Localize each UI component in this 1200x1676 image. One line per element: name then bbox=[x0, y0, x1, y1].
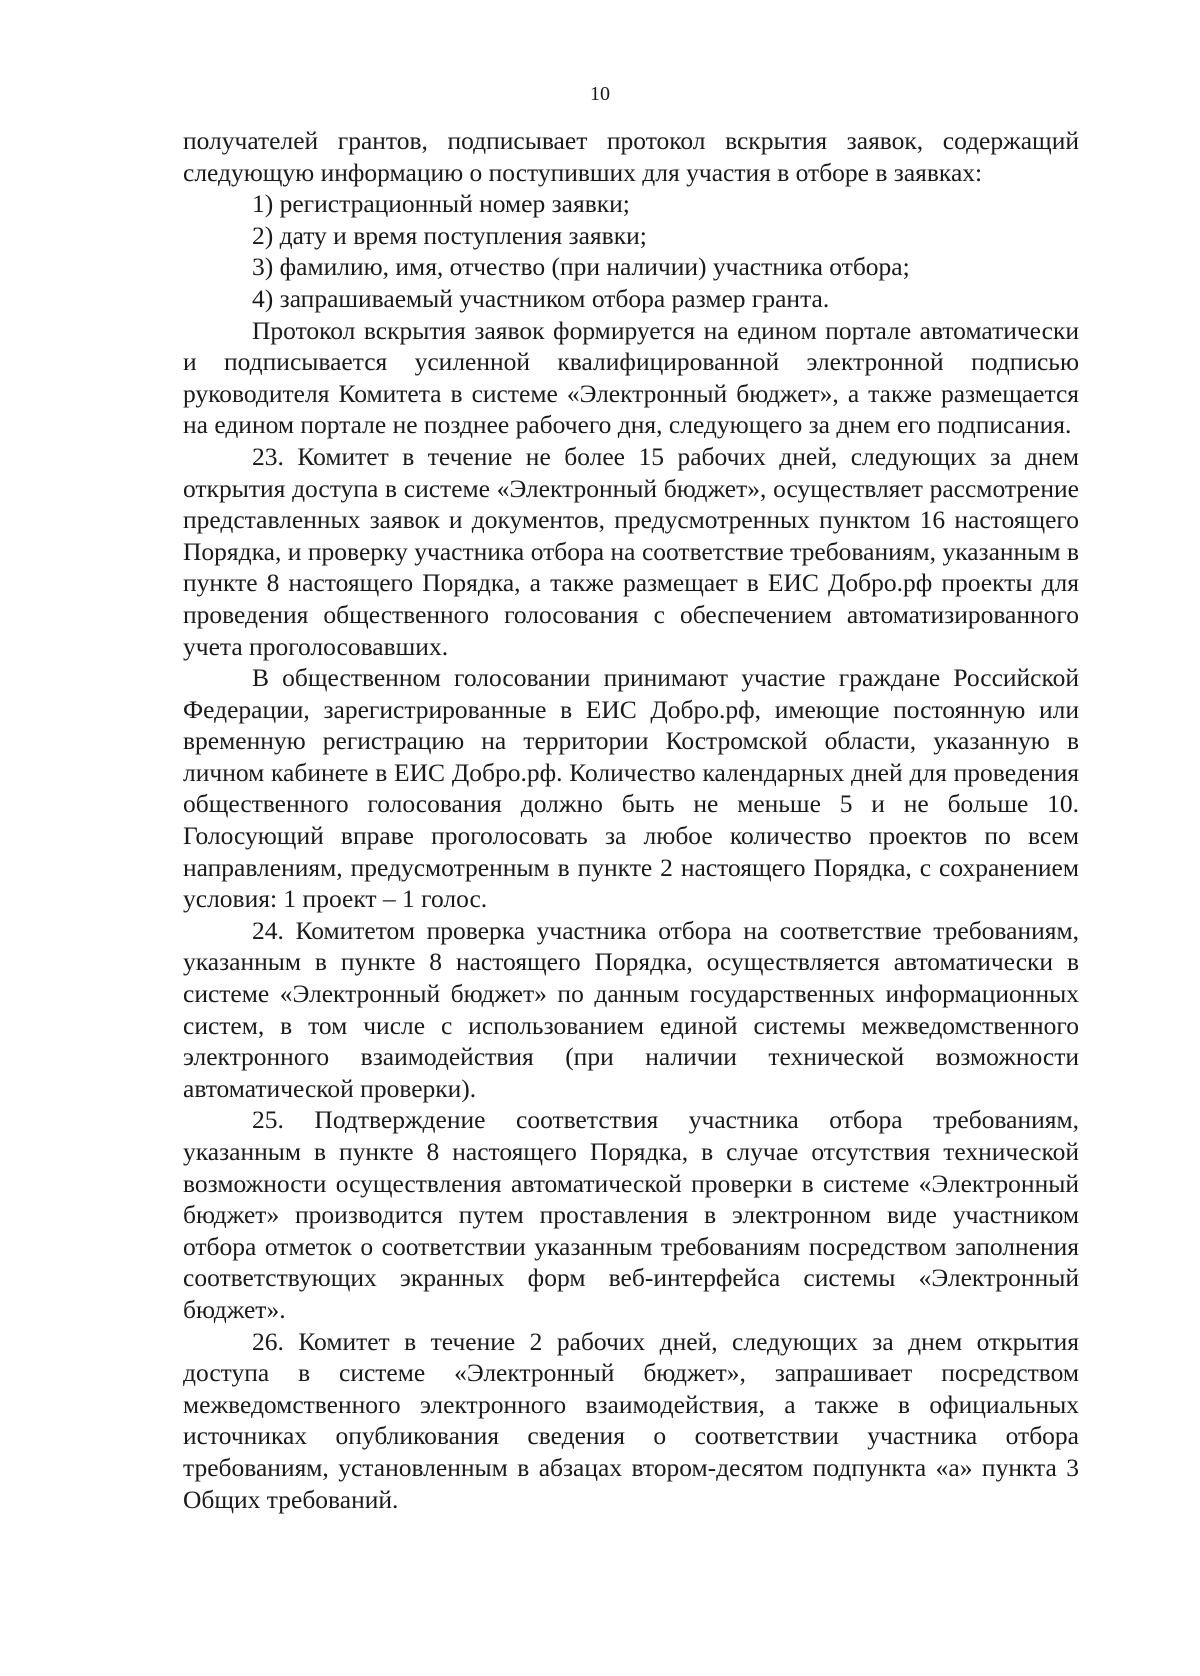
page-number: 10 bbox=[590, 83, 610, 105]
list-item-grant-amount: 4) запрашиваемый участником отбора размер гранта. bbox=[252, 283, 830, 313]
list-item-date-time: 2) дату и время поступления заявки; bbox=[252, 220, 647, 250]
paragraph-continuation: получателей грантов, подписывает протокол вскрытия заявок, содержащий следующую информацию о поступивших для участия в отборе в заявках: bbox=[183, 126, 1079, 187]
paragraph-item-24: 24. Комитетом проверка участника отбора на соответствие требованиям, указанным в пункте 8 настоящего Порядка, осуществляется автоматически в системе «Электронный бюджет» по данным государственных информационных систем, в том числе с использованием единой системы межведомственного электронного взаимодействия (при наличии технической возможности автоматической проверки). bbox=[183, 915, 1079, 1103]
list-item-full-name: 3) фамилию, имя, отчество (при наличии) участника отбора; bbox=[252, 252, 910, 282]
paragraph-public-voting: В общественном голосовании принимают участие граждане Российской Федерации, зарегистрированные в ЕИС Добро.рф, имеющие постоянную или временную регистрацию на территории Костромской области, указанную в личном кабинете в ЕИС Добро.рф. Количество календарных дней для проведения общественного голосования должно быть не меньше 5 и не больше 10. Голосующий вправе проголосовать за любое количество проектов по всем направлениям, предусмотренным в пункте 2 настоящего Порядка, с сохранением условия: 1 проект – 1 голос. bbox=[183, 663, 1079, 914]
list-item-registration-number: 1) регистрационный номер заявки; bbox=[252, 189, 630, 219]
paragraph-protocol: Протокол вскрытия заявок формируется на едином портале автоматически и подписывается усиленной квалифицированной электронной подписью руководителя Комитета в системе «Электронный бюджет», а также размещается на едином портале не позднее рабочего дня, следующего за днем его подписания. bbox=[183, 315, 1079, 440]
paragraph-item-25: 25. Подтверждение соответствия участника отбора требованиям, указанным в пункте 8 настоящего Порядка, в случае отсутствия технической возможности осуществления автоматической проверки в системе «Электронный бюджет» производится путем проставления в электронном виде участником отбора отметок о соответствии указанным требованиям посредством заполнения соответствующих экранных форм веб-интерфейса системы «Электронный бюджет». bbox=[183, 1105, 1079, 1324]
paragraph-item-26: 26. Комитет в течение 2 рабочих дней, следующих за днем открытия доступа в системе «Электронный бюджет», запрашивает посредством межведомственного электронного взаимодействия, а также в официальных источниках опубликования сведения о соответствии участника отбора требованиям, установленным в абзацах втором-десятом подпункта «а» пункта 3 Общих требований. bbox=[183, 1326, 1079, 1514]
document-body bbox=[183, 125, 1079, 1515]
paragraph-item-23: 23. Комитет в течение не более 15 рабочих дней, следующих за днем открытия доступа в системе «Электронный бюджет», осуществляет рассмотрение представленных заявок и документов, предусмотренных пунктом 16 настоящего Порядка, и проверку участника отбора на соответствие требованиям, указанным в пункте 8 настоящего Порядка, а также размещает в ЕИС Добро.рф проекты для проведения общественного голосования с обеспечением автоматизированного учета проголосовавших. bbox=[183, 441, 1079, 661]
